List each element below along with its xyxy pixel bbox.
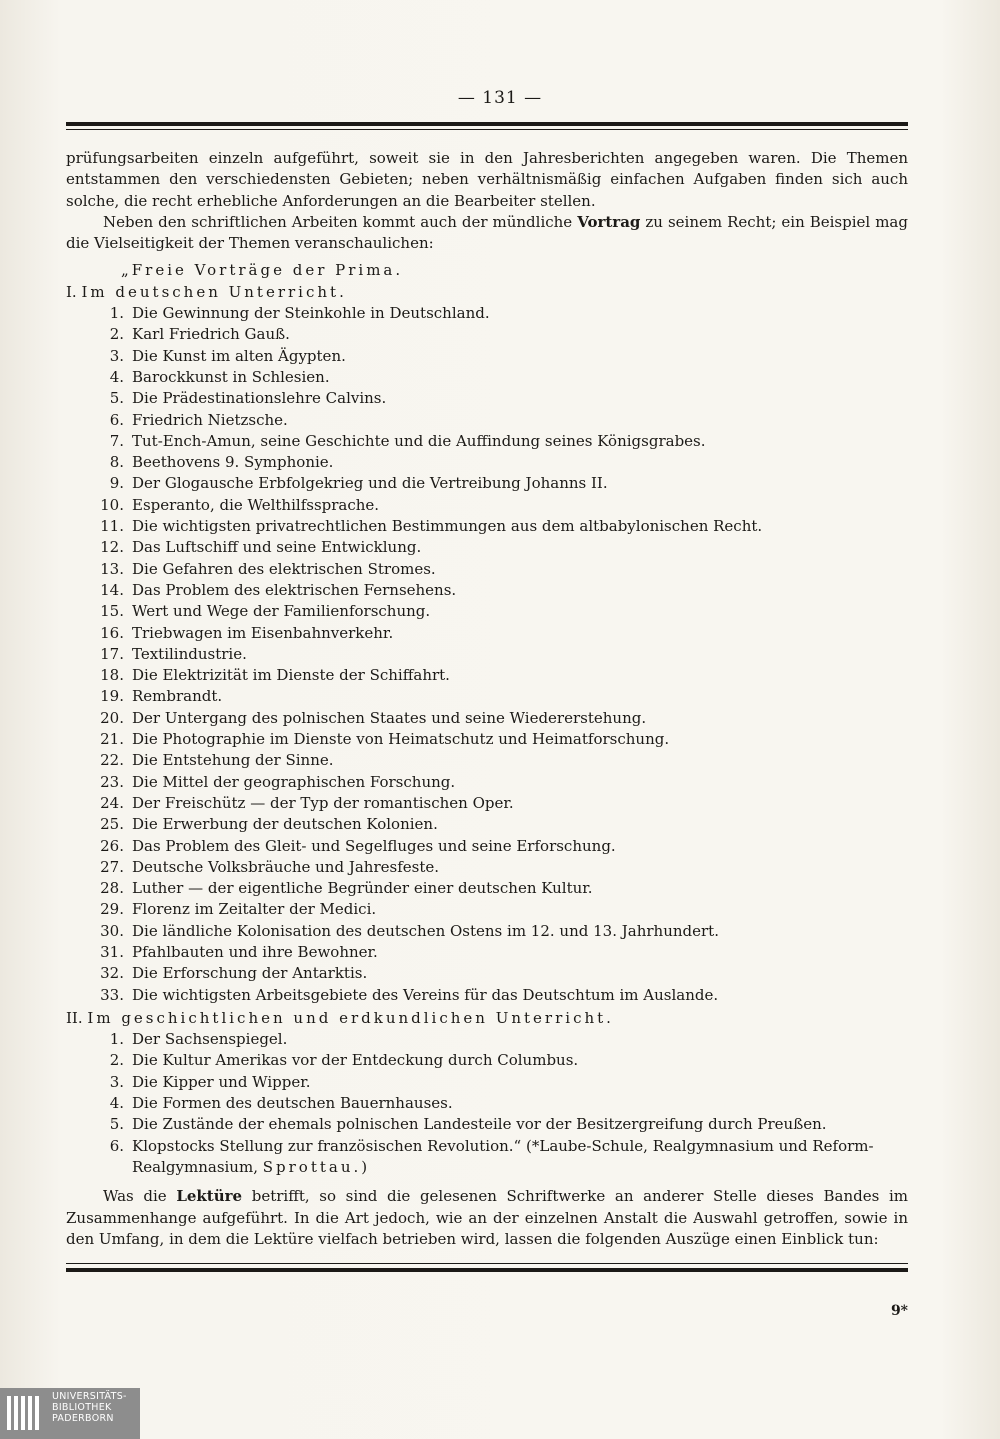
list-item-text: Pfahlbauten und ihre Bewohner. [132, 942, 378, 961]
list-item-text: Barockkunst in Schlesien. [132, 367, 330, 386]
list-item-text: Wert und Wege der Familienforschung. [132, 602, 431, 621]
list-item-number: 3. [109, 346, 124, 365]
intro-paragraph: prüfungsarbeiten einzeln aufgeführt, soweit sie in den Jahresberichten angegeben waren. Die Themen entstammen den verschiedensten Gebieten; neben verhältnismäßig einfachen Aufgaben finden sich auch solche, die recht erhebliche Anforderungen an die Bearbeiter stellen. [66, 149, 908, 210]
list-item-number: 1. [109, 1030, 124, 1049]
list-item-text: Das Luftschiff und seine Entwicklung. [132, 538, 422, 557]
list-item [66, 963, 908, 984]
library-logo-line3: PADERBORN [52, 1413, 114, 1424]
list-item-text: Beethovens 9. Symphonie. [132, 453, 334, 472]
list-item-number: 16. [100, 623, 124, 642]
list-item-number: 33. [100, 985, 124, 1004]
list-item-number: 6. [109, 410, 124, 429]
list-item-text: Rembrandt. [132, 687, 223, 706]
list-item-text: Die Gefahren des elektrischen Stromes. [132, 559, 436, 578]
list-item-text: Esperanto, die Welthilfssprache. [132, 495, 380, 514]
header-rule-thin [66, 129, 908, 130]
list-item [66, 559, 908, 580]
list-item [66, 516, 908, 537]
vortrag-paragraph [66, 212, 908, 255]
list-item [66, 772, 908, 793]
list-item [66, 367, 908, 388]
list-item [66, 1093, 908, 1114]
list-item-text: Die Erwerbung der deutschen Kolonien. [132, 815, 438, 834]
list-item-text: Die Photographie im Dienste von Heimatschutz und Heimatforschung. [132, 730, 670, 749]
list-item-number: 17. [100, 644, 124, 663]
list-item-text: Die Elektrizität im Dienste der Schiffahrt. [132, 666, 450, 685]
list-item-text: Triebwagen im Eisenbahnverkehr. [132, 623, 394, 642]
list-item [66, 942, 908, 963]
list-item-number: 3. [109, 1072, 124, 1091]
list-item-text: Die Erforschung der Antarktis. [132, 964, 368, 983]
vortrag-bold: Vortrag [577, 212, 641, 231]
list-item-text: Die Prädestinationslehre Calvins. [132, 389, 387, 408]
vortrag-text-after: zu seinem Recht; ein Beispiel mag die Vielseitigkeit der Themen veranschaulichen: [66, 212, 908, 253]
list-item [66, 750, 908, 771]
list-item-number: 20. [100, 708, 124, 727]
list-item-number: 24. [100, 793, 124, 812]
list-item-number: 14. [100, 580, 124, 599]
section2-numeral: II. [66, 1008, 83, 1027]
library-logo-line2: BIBLIOTHEK [52, 1402, 112, 1413]
list-item-text: Florenz im Zeitalter der Medici. [132, 900, 377, 919]
list-item-text: Luther — der eigentliche Begründer einer deutschen Kultur. [132, 879, 593, 898]
list-item [66, 452, 908, 473]
list-item-number: 21. [100, 730, 124, 749]
list-item-number: 11. [100, 517, 124, 536]
list-item [66, 729, 908, 750]
list-item-number: 19. [100, 687, 124, 706]
list-item-number: 6. [109, 1136, 124, 1155]
list-item-number: 18. [100, 666, 124, 685]
section1-numeral: I. [66, 282, 77, 301]
list-item-number: 7. [109, 431, 124, 450]
list-item-number: 2. [109, 1051, 124, 1070]
list-item [66, 431, 908, 452]
list-item-number: 26. [100, 836, 124, 855]
list-item-number: 5. [109, 1115, 124, 1134]
header-rule-thick [66, 122, 908, 126]
list-item-text: Die wichtigsten privatrechtlichen Bestimmungen aus dem altbabylonischen Recht. [132, 517, 763, 536]
list-item-number: 5. [109, 389, 124, 408]
list-item-number: 30. [100, 921, 124, 940]
list-item [66, 899, 908, 920]
list-item-text: Die Gewinnung der Steinkohle in Deutschland. [132, 304, 490, 323]
list-item-number: 12. [100, 538, 124, 557]
list-item [66, 814, 908, 835]
list-item-number: 1. [109, 304, 124, 323]
vortrag-text-before: Neben den schriftlichen Arbeiten kommt auch der mündliche [103, 212, 573, 231]
section2-title: Im geschichtlichen und erdkundlichen Unterricht. [87, 1008, 614, 1027]
list-item-text: Die Formen des deutschen Bauernhauses. [132, 1094, 453, 1113]
list-item-text: Das Problem des elektrischen Fernsehens. [132, 580, 457, 599]
library-logo-text [52, 1391, 127, 1424]
item6-source: (*Laube-Schule, Realgymnasium und Reform-Realgymnasium, [132, 1136, 874, 1176]
list-item [66, 836, 908, 857]
list-item [66, 878, 908, 899]
list-item-number: 10. [100, 495, 124, 514]
lekture-text-after: betrifft, so sind die gelesenen Schriftwerke an anderer Stelle dieses Bandes im Zusammenhange aufgeführt. In die Art jedoch, wie an der einzelnen Anstalt die Auswahl getroffen, sowie in den Umfang, in dem die Lektüre vielfach betrieben wird, lassen die folgenden Auszüge einen Einblick tun: [66, 1187, 908, 1248]
list-item-number: 29. [100, 900, 124, 919]
library-logo-icon [7, 1396, 45, 1430]
list-item-text: Die wichtigsten Arbeitsgebiete des Vereins für das Deutschtum im Auslande. [132, 985, 719, 1004]
list-item [66, 793, 908, 814]
list-item [66, 857, 908, 878]
list-item-number: 4. [109, 367, 124, 386]
footer-rule-thin [66, 1263, 908, 1264]
section1-heading [66, 282, 908, 303]
list-item-number: 8. [109, 453, 124, 472]
list-item [66, 665, 908, 686]
list-item-number: 23. [100, 772, 124, 791]
list-item [66, 1136, 908, 1179]
list-item-text: Der Sachsenspiegel. [132, 1030, 288, 1049]
list-item [66, 1050, 908, 1071]
list-item-number: 22. [100, 751, 124, 770]
list-item [66, 921, 908, 942]
list-item [66, 1114, 908, 1135]
list-item-text: Die Zustände der ehemals polnischen Landesteile vor der Besitzergreifung durch Preußen. [132, 1115, 827, 1134]
list-item-number: 13. [100, 559, 124, 578]
list-item-text: Tut-Ench-Amun, seine Geschichte und die Auffindung seines Königsgrabes. [132, 431, 706, 450]
list-item-text: Deutsche Volksbräuche und Jahresfeste. [132, 857, 440, 876]
section2-list [66, 1029, 908, 1135]
item6-title: Klopstocks Stellung zur französischen Revolution.“ [132, 1136, 522, 1155]
list-item-number: 27. [100, 857, 124, 876]
list-item [66, 985, 908, 1006]
item6-city: Sprottau.) [262, 1157, 371, 1176]
list-item-text: Der Freischütz — der Typ der romantischen Oper. [132, 793, 514, 812]
list-item [66, 303, 908, 324]
list-item-text [132, 1136, 908, 1179]
list-item-text: Die Mittel der geographischen Forschung. [132, 772, 456, 791]
section1-title: Im deutschen Unterricht. [81, 282, 347, 301]
list-item-number: 31. [100, 942, 124, 961]
list-item [66, 644, 908, 665]
list-item-text: Die Kultur Amerikas vor der Entdeckung durch Columbus. [132, 1051, 579, 1070]
footer-rule-thick [66, 1268, 908, 1272]
page-body [66, 148, 908, 1250]
list-item [66, 324, 908, 345]
list-item-text: Die Kipper und Wipper. [132, 1072, 311, 1091]
list-item-number: 25. [100, 815, 124, 834]
list-item [66, 686, 908, 707]
list-item [66, 708, 908, 729]
list-item-text: Der Glogausche Erbfolgekrieg und die Vertreibung Johanns II. [132, 474, 608, 493]
list-item-number: 9. [109, 474, 124, 493]
signature-mark: 9* [890, 1303, 908, 1319]
section1-list [66, 303, 908, 1006]
lekture-paragraph [66, 1186, 908, 1250]
list-item [66, 346, 908, 367]
list-title: „Freie Vorträge der Prima. [121, 261, 404, 280]
library-logo-line1: UNIVERSITÄTS- [52, 1391, 127, 1402]
list-item-text: Friedrich Nietzsche. [132, 410, 288, 429]
list-item [66, 580, 908, 601]
list-item [66, 1072, 908, 1093]
list-item-text: Die ländliche Kolonisation des deutschen Ostens im 12. und 13. Jahrhundert. [132, 921, 719, 940]
list-item-number: 2. [109, 325, 124, 344]
list-item [66, 388, 908, 409]
list-item [66, 473, 908, 494]
list-item-text: Die Kunst im alten Ägypten. [132, 346, 346, 365]
list-item [66, 623, 908, 644]
lekture-bold: Lektüre [176, 1187, 243, 1206]
list-item [66, 410, 908, 431]
list-item-number: 15. [100, 602, 124, 621]
list-item-number: 28. [100, 879, 124, 898]
section2-heading [66, 1008, 908, 1029]
list-item-text: Das Problem des Gleit- und Segelfluges und seine Erforschung. [132, 836, 616, 855]
library-logo [0, 1388, 140, 1439]
list-item-text: Die Entstehung der Sinne. [132, 751, 334, 770]
page-number: — 131 — [457, 88, 543, 108]
list-item-text: Textilindustrie. [132, 644, 247, 663]
list-item [66, 495, 908, 516]
list-item-text: Der Untergang des polnischen Staates und seine Wiedererstehung. [132, 708, 647, 727]
list-item-number: 32. [100, 964, 124, 983]
list-item-text: Karl Friedrich Gauß. [132, 325, 290, 344]
list-item [66, 601, 908, 622]
list-item-number: 4. [109, 1094, 124, 1113]
lekture-text-before: Was die [103, 1187, 167, 1206]
list-item [66, 537, 908, 558]
list-item [66, 1029, 908, 1050]
